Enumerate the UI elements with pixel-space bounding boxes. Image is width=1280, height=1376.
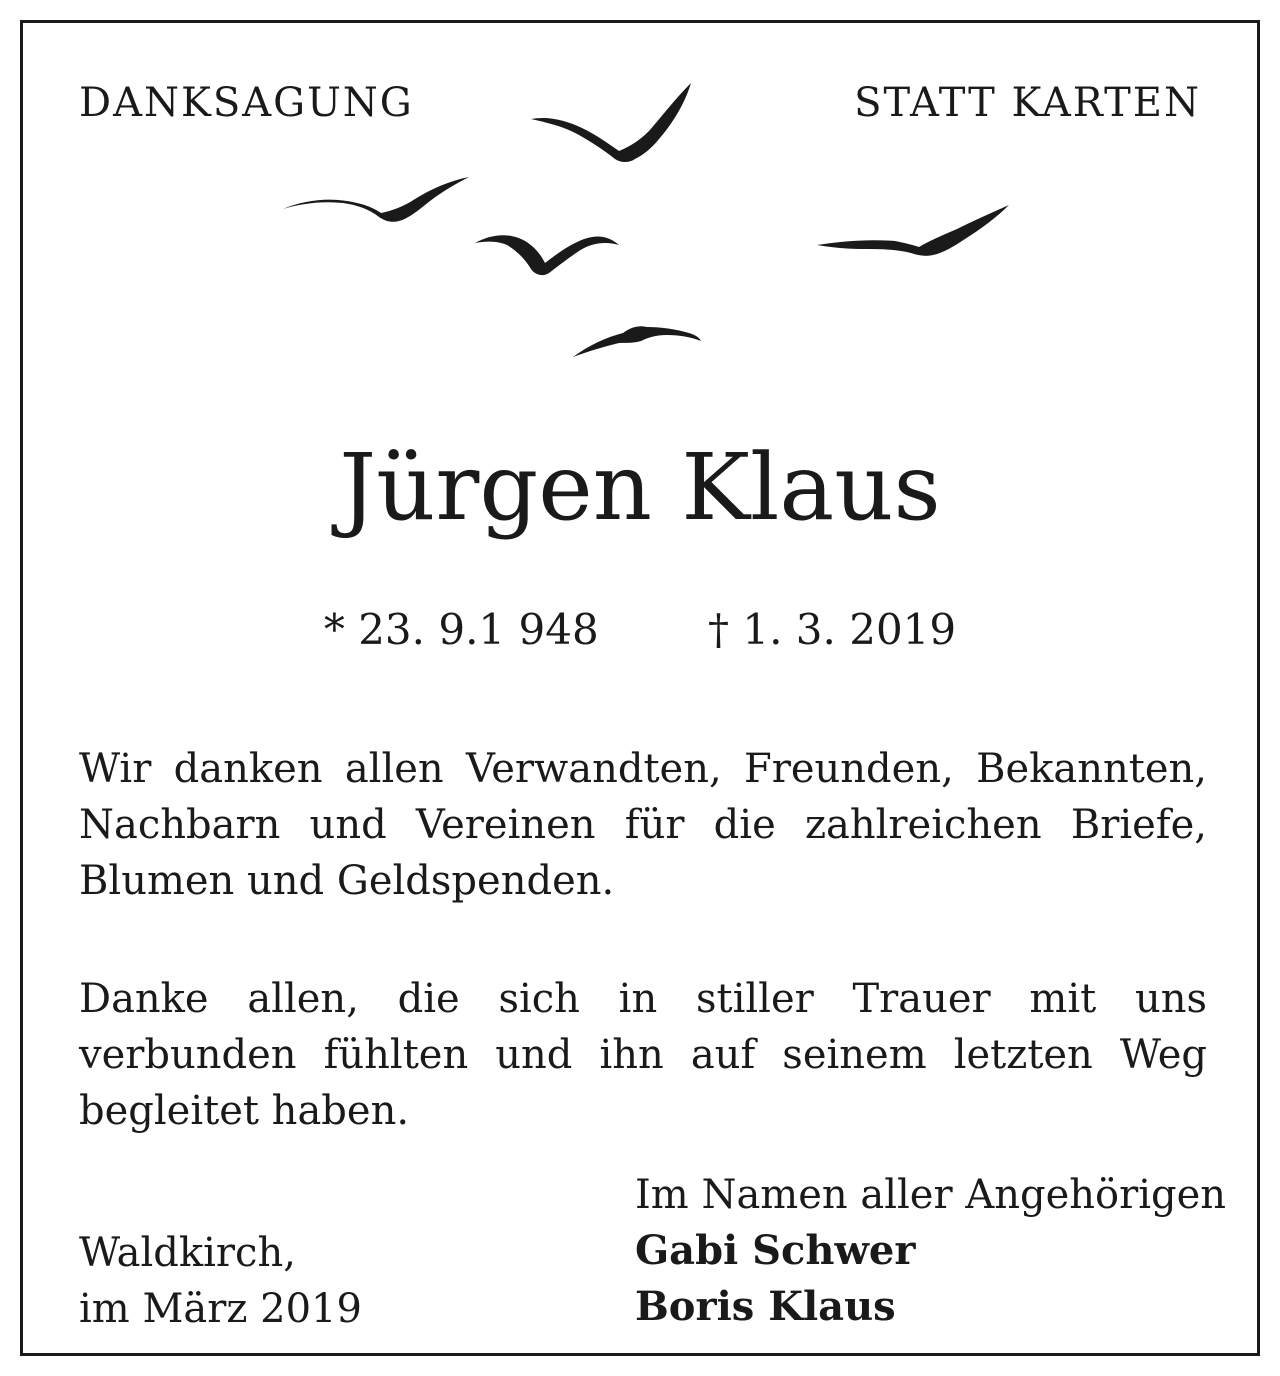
place-line: Waldkirch, [79, 1230, 296, 1276]
signer-name: Gabi Schwer [635, 1227, 916, 1274]
death-date: † 1. 3. 2019 [708, 605, 957, 654]
obituary-frame [20, 20, 1260, 1356]
bird-icon [573, 326, 701, 357]
signers-block [635, 1167, 1227, 1335]
header-right: STATT KARTEN [854, 80, 1201, 126]
bird-icon [475, 235, 619, 275]
signers-intro: Im Namen aller Angehörigen [635, 1172, 1227, 1218]
bird-icon [817, 205, 1009, 256]
mourning-paragraph: Danke allen, die sich in stiller Trauer mit uns verbunden fühlten und ihn auf seinem letzten Weg begleitet haben. [79, 976, 1207, 1134]
date-line: im März 2019 [79, 1286, 362, 1332]
thanks-paragraph: Wir danken allen Verwandten, Freunden, Bekannten, Nachbarn und Vereinen für die zahlreichen Briefe, Blumen und Geldspenden. [79, 746, 1207, 904]
header-left: DANKSAGUNG [79, 80, 414, 126]
signer-name: Boris Klaus [635, 1283, 896, 1330]
bird-icon [531, 83, 691, 162]
flying-birds-icon [23, 23, 1263, 403]
place-date [79, 1225, 362, 1337]
bird-icon [283, 177, 469, 222]
life-dates [23, 605, 1257, 655]
deceased-name: Jürgen Klaus [339, 434, 941, 541]
birth-date: * 23. 9.1 948 [323, 605, 599, 654]
